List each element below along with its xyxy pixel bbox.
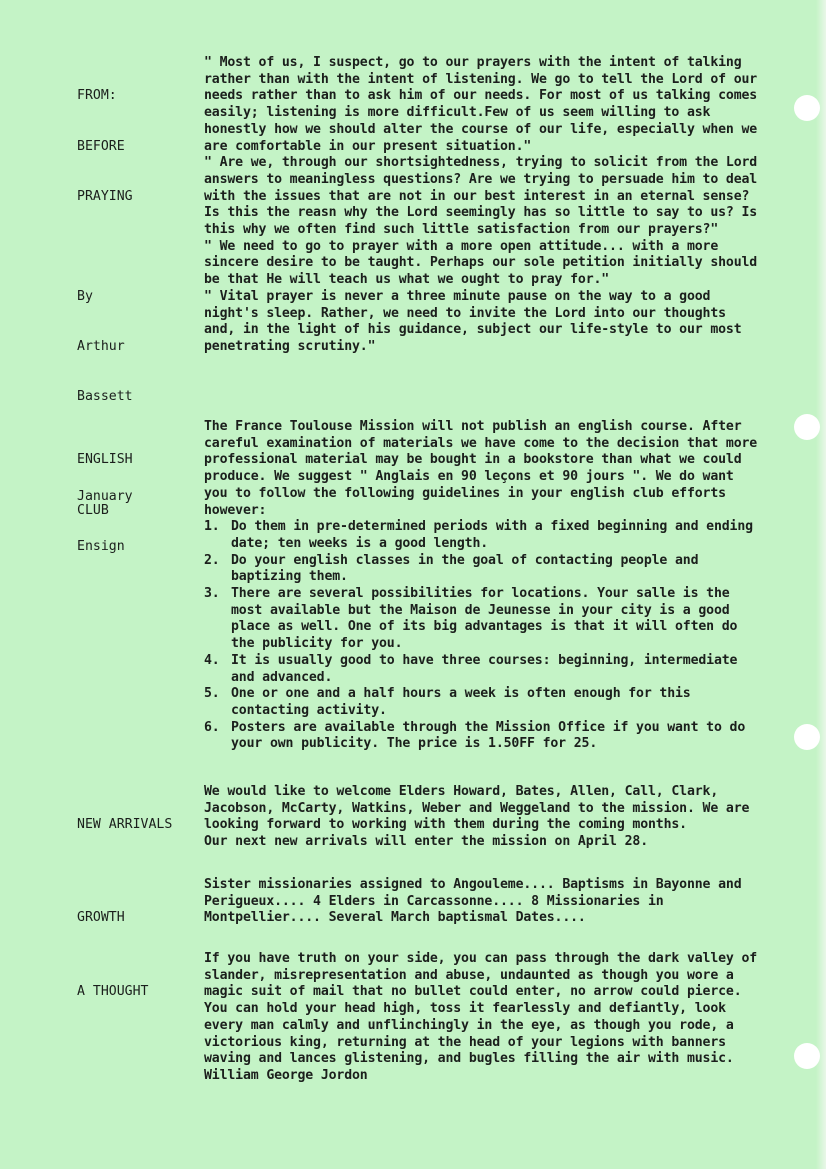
label-line: BEFORE xyxy=(77,138,125,154)
list-text: Do your english classes in the goal of contacting people and baptizing them. xyxy=(231,552,699,585)
list-number: 3. xyxy=(204,586,220,602)
list-text: Posters are available through the Mission Office if you want to do your own publicity. The price is 1.50FF for 25. xyxy=(231,719,746,752)
section-body xyxy=(204,951,764,1085)
label-line: CLUB xyxy=(77,502,109,518)
section-body xyxy=(204,55,764,356)
label-line: ENGLISH xyxy=(77,452,133,468)
label-line: Arthur xyxy=(77,338,125,354)
section-body xyxy=(204,877,764,927)
label-line: Ensign xyxy=(77,539,125,555)
punch-hole xyxy=(794,95,820,121)
label-line: January xyxy=(77,489,133,505)
section-label xyxy=(77,877,195,961)
list-item xyxy=(204,653,764,686)
label-line: Bassett xyxy=(77,389,133,405)
list-text: Do them in pre-determined periods with a fixed beginning and ending date; ten weeks is a good length. xyxy=(231,519,753,551)
list-number: 5. xyxy=(204,686,220,702)
quote-paragraph: " Vital prayer is never a three minute pause on the way to a good night's sleep. Rather, we need to invite the Lord into our thoughts and, in the light of his guidance, subject our life-style to our most penetrating scrutiny." xyxy=(204,288,750,354)
label-line: By xyxy=(77,288,93,304)
text-paragraph: Our next new arrivals will enter the mission on April 28. xyxy=(204,834,649,850)
quote-paragraph: " Most of us, I suspect, go to our prayers with the intent of talking rather than with the intent of listening. We go to tell the Lord of our needs rather than to ask him of our needs. For most of us talking comes easily; listening is more difficult.Few of us seem willing to ask honestly how we should alter the course of our life, especially when we are comfortable in our present situation." xyxy=(204,55,765,154)
section-body xyxy=(204,784,764,851)
guidelines-list xyxy=(204,519,764,753)
section-body xyxy=(204,419,764,753)
quote-paragraph: " We need to go to prayer with a more open attitude... with a more sincere desire to be taught. Perhaps our sole petition initially should be that He will teach us what we ought to pray for." xyxy=(204,238,765,288)
list-number: 6. xyxy=(204,719,220,735)
label-line: FROM: xyxy=(77,88,117,104)
label-line: A THOUGHT xyxy=(77,984,149,1000)
list-text: It is usually good to have three courses: beginning, intermediate and advanced. xyxy=(231,652,738,685)
label-line: NEW ARRIVALS xyxy=(77,817,173,833)
punch-hole xyxy=(794,724,820,750)
text-paragraph: Sister missionaries assigned to Angouleme.... Baptisms in Bayonne and Perigueux.... 4 Elders in Carcassonne.... 8 Missionaries in Montpellier.... Several March baptismal Dates.... xyxy=(204,877,750,926)
list-item xyxy=(204,720,764,753)
page-edge xyxy=(816,0,826,1169)
punch-hole xyxy=(794,414,820,440)
punch-hole xyxy=(794,1043,820,1069)
list-text: There are several possibilities for locations. Your salle is the most available but the Maison de Jeunesse in your city is a good place as well. One of its big advantages is that it will often do the publicity for you. xyxy=(231,586,738,652)
quote-paragraph: " Are we, through our shortsightedness, trying to solicit from the Lord answers to meaningless questions? Are we trying to persuade him to deal with the issues that are not in our best interest in an eternal sense? Is this the reasn why the Lord seemingly has so little to say to us? Is this why we often find such little satisfaction from our prayers?" xyxy=(204,155,765,238)
list-number: 2. xyxy=(204,552,220,568)
label-line: PRAYING xyxy=(77,188,133,204)
intro-paragraph: The France Toulouse Mission will not publish an english course. After careful examination of materials we have come to the decision that more professional material may be bought in a bookstore than what we could produce. We suggest " Anglais en 90 leçons et 90 jours ". We do want you to follow the following guidelines in your english club efforts however: xyxy=(204,419,765,518)
list-item xyxy=(204,553,764,586)
section-label xyxy=(77,419,195,553)
list-item xyxy=(204,686,764,719)
label-line: GROWTH xyxy=(77,910,125,926)
text-paragraph: If you have truth on your side, you can pass through the dark valley of slander, misrepresentation and abuse, undaunted as though you wore a magic suit of mail that no bullet could enter, no arrow could pierce. You can hold your head high, toss it fearlessly and defiantly, look every man calmly and unflinchingly in the eye, as though you rode, a victorious king, returning at the head of your legions with banners waving and lances glistening, and bugles filling the air with music. William George Jordon xyxy=(204,951,765,1083)
list-item xyxy=(204,519,764,552)
label-spacer xyxy=(77,239,195,256)
list-text: One or one and a half hours a week is often enough for this contacting activity. xyxy=(231,686,691,718)
section-label xyxy=(77,951,195,1035)
text-paragraph: We would like to welcome Elders Howard, Bates, Allen, Call, Clark, Jacobson, McCarty, Watkins, Weber and Weggeland to the mission. We are looking forward to working with them during the coming months. xyxy=(204,784,758,833)
list-number: 1. xyxy=(204,519,220,535)
section-label xyxy=(77,784,195,868)
list-item xyxy=(204,586,764,653)
list-number: 4. xyxy=(204,652,220,668)
